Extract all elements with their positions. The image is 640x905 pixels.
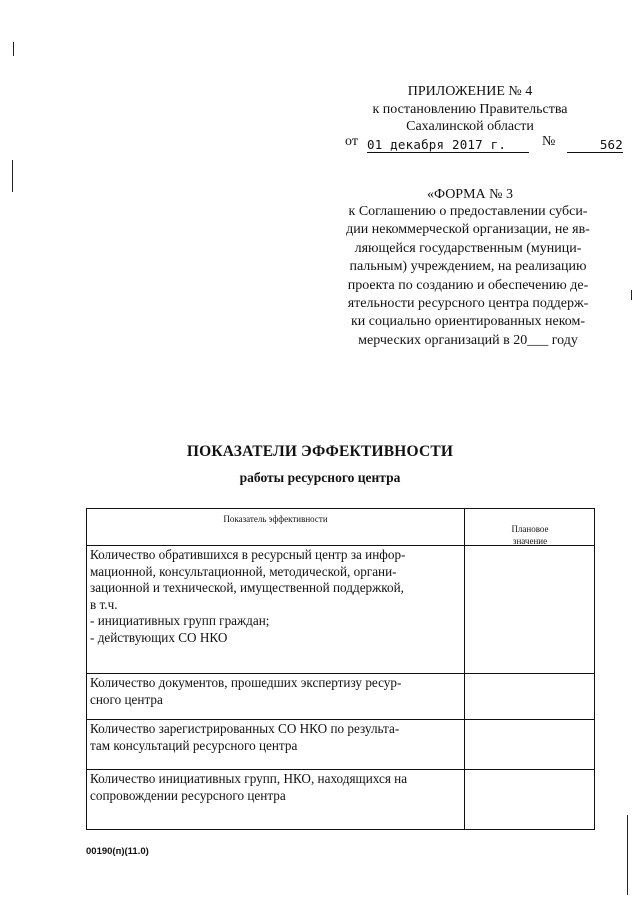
table-header-indicator: Показатель эффективности: [223, 514, 328, 524]
form-description: к Соглашению о предоставлении субси- дии некоммерческой организации, не яв- ляющейся государственным (муници- пальным) учреждением, на реализацию проекта по созданию и обеспечению де- ятельности ресурсного центра поддерж- ки социально ориентированных неком- мерческих организаций в 20___ году: [346, 204, 590, 348]
table-column-divider: [464, 509, 465, 829]
document-title: ПОКАЗАТЕЛИ ЭФФЕКТИВНОСТИ: [186, 443, 454, 460]
table-row-divider: [87, 719, 594, 720]
scan-mark-left-top: [13, 42, 14, 56]
appendix-region-line: Сахалинской области: [406, 119, 534, 134]
appendix-title: ПРИЛОЖЕНИЕ № 4: [407, 84, 533, 99]
date-prefix: от: [345, 134, 358, 149]
decree-date-number-row: [345, 134, 625, 156]
form-title: «ФОРМА № 3: [426, 187, 514, 202]
indicators-table: [86, 508, 595, 830]
table-row-indicator: Количество обратившихся в ресурсный центр за инфор- мационной, консультационной, методической, органи- зационной и технической, имущественной поддержкой, в т.ч. - инициативных групп граждан; - действующих СО НКО: [90, 547, 406, 645]
table-row-indicator: Количество зарегистрированных СО НКО по результа- там консультаций ресурсного центра: [90, 721, 400, 753]
scan-mark-left-mid: [12, 160, 13, 192]
appendix-decree-line: к постановлению Правительства: [372, 102, 568, 117]
document-subtitle: работы ресурсного центра: [239, 470, 401, 485]
number-prefix: №: [542, 134, 556, 149]
decree-number: 562: [567, 137, 623, 153]
table-row-divider: [87, 769, 594, 770]
table-row-divider: [87, 673, 594, 674]
decree-date: 01 декабря 2017 г.: [367, 137, 529, 153]
footer-document-code: 00190(п)(11.0): [86, 846, 149, 857]
table-row-indicator: Количество инициативных групп, НКО, находящихся на сопровождении ресурсного центра: [90, 771, 408, 803]
scan-mark-right-top: [631, 290, 632, 300]
table-header-planned: Плановое значение: [511, 524, 549, 546]
scan-mark-right-bottom: [627, 815, 628, 895]
table-row-indicator: Количество документов, прошедших экспертизу ресур- сного центра: [90, 675, 402, 707]
